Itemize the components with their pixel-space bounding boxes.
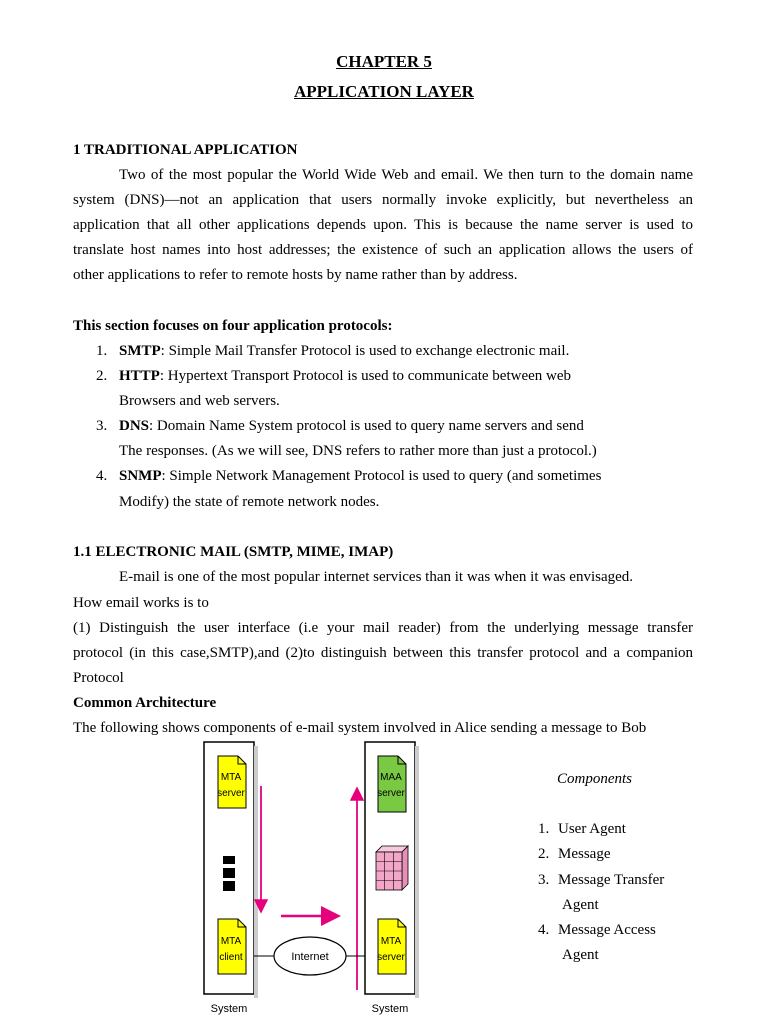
list-item-continuation: The responses. (As we will see, DNS refers to rather more than just a protocol.)	[119, 443, 597, 459]
paragraph-line: translate host names into host addresses; the existence of such an application allows the users of	[73, 242, 693, 258]
list-item: Message Transfer	[558, 872, 665, 888]
paragraph-line: Two of the most popular the World Wide Web and email. We then turn to the domain name	[119, 167, 693, 183]
list-item-continuation: Agent	[562, 897, 599, 913]
list-number: 1.	[538, 821, 550, 837]
list-number: 2.	[96, 368, 108, 384]
mta-server-label-line1: MTA	[220, 772, 242, 783]
list-number: 3.	[538, 872, 550, 888]
focus-statement: This section focuses on four application protocols:	[73, 318, 393, 334]
paragraph-line: application that all other applications depends upon. This is because the name server is used to	[73, 217, 693, 233]
list-item	[119, 341, 569, 361]
right-system-label: System	[371, 1003, 409, 1015]
left-system-label: System	[210, 1003, 248, 1015]
list-number: 2.	[538, 846, 550, 862]
protocol-name: DNS	[119, 418, 150, 434]
section-heading-traditional: 1 TRADITIONAL APPLICATION	[73, 142, 298, 158]
list-item	[119, 466, 601, 486]
protocol-name: SMTP	[119, 343, 161, 359]
chapter-title: CHAPTER 5	[336, 52, 432, 71]
list-item-continuation: Browsers and web servers.	[119, 393, 280, 409]
internet-label: Internet	[291, 951, 329, 963]
list-item-continuation: Modify) the state of remote network nodes.	[119, 494, 380, 510]
mta-client-label-line2: client	[219, 952, 243, 963]
paragraph-line: other applications to refer to remote hosts by name rather than by address.	[73, 267, 518, 283]
list-item	[119, 366, 571, 386]
paragraph-line: (1) Distinguish the user interface (i.e your mail reader) from the underlying message transfer	[73, 620, 693, 636]
list-item: Message	[558, 846, 611, 862]
components-title: Components	[557, 771, 632, 787]
mailbox-grid-icon	[376, 846, 408, 890]
mta-server-label-line2: server	[217, 788, 245, 799]
paragraph-line: system (DNS)—not an application that users normally invoke explicitly, but nevertheless an	[73, 192, 693, 208]
paragraph-line: How email works is to	[73, 595, 209, 611]
mta-client-label-line1: MTA	[220, 936, 242, 947]
maa-server-label-line1: MAA	[380, 772, 402, 783]
email-architecture-diagram	[112, 738, 442, 1024]
list-item: Message Access	[558, 922, 656, 938]
paragraph-line: protocol (in this case,SMTP),and (2)to distinguish between this transfer protocol and a companion	[73, 645, 693, 661]
protocol-desc: : Simple Network Management Protocol is used to query (and sometimes	[161, 468, 602, 484]
paragraph-line: Protocol	[73, 670, 124, 686]
list-item: User Agent	[558, 821, 626, 837]
architecture-heading: Common Architecture	[73, 695, 217, 711]
protocol-desc: : Hypertext Transport Protocol is used to communicate between web	[159, 368, 572, 384]
list-number: 3.	[96, 418, 108, 434]
maa-server-label-line2: server	[377, 788, 405, 799]
protocol-name: HTTP	[119, 368, 160, 384]
maa-server-document-icon	[378, 756, 406, 812]
list-number: 4.	[538, 922, 550, 938]
list-number: 4.	[96, 468, 108, 484]
list-number: 1.	[96, 343, 108, 359]
protocol-desc: : Simple Mail Transfer Protocol is used to exchange electronic mail.	[160, 343, 570, 359]
mta-server-label-line2: server	[377, 952, 405, 963]
section-heading-email: 1.1 ELECTRONIC MAIL (SMTP, MIME, IMAP)	[73, 544, 394, 560]
chapter-subtitle: APPLICATION LAYER	[294, 82, 474, 101]
protocol-name: SNMP	[119, 468, 162, 484]
mta-server-label-line1: MTA	[380, 936, 402, 947]
queue-icon	[223, 856, 235, 891]
paragraph-line: The following shows components of e-mail system involved in Alice sending a message to Bob	[73, 720, 647, 736]
list-item	[119, 416, 584, 436]
paragraph-line: E-mail is one of the most popular internet services than it was when it was envisaged.	[119, 569, 634, 585]
list-item-continuation: Agent	[562, 947, 599, 963]
protocol-desc: : Domain Name System protocol is used to query name servers and send	[149, 418, 584, 434]
